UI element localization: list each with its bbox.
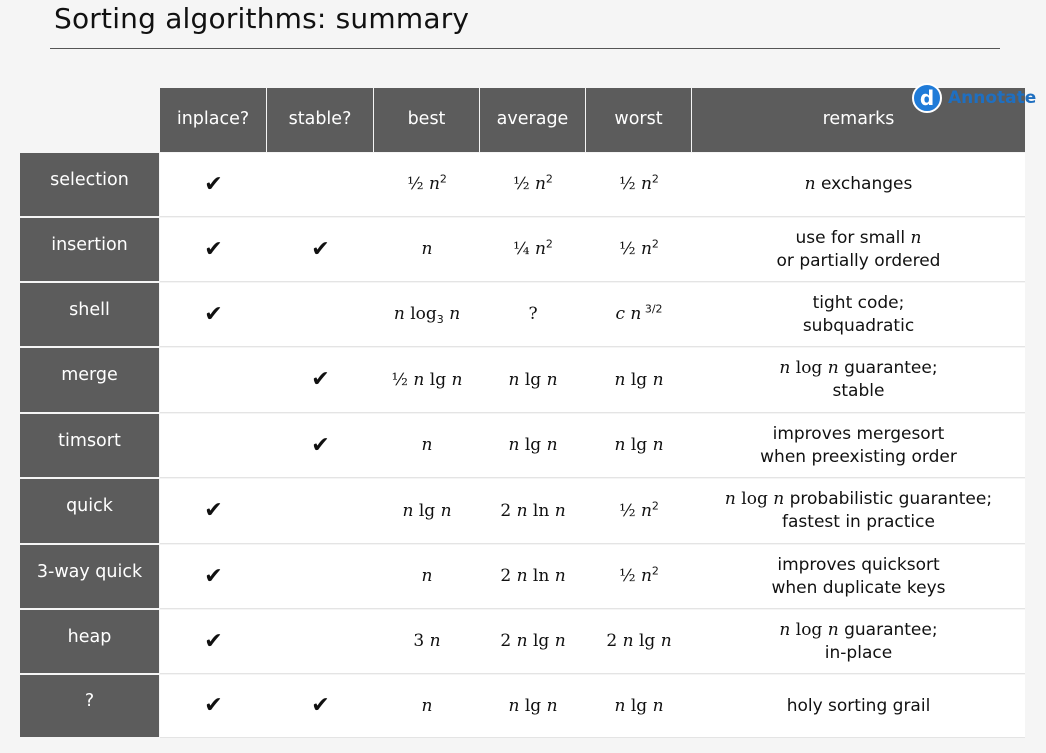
row-header	[20, 479, 159, 543]
remarks-text: use for small n or partially ordered	[776, 227, 941, 271]
worst-value: 2 n lg n	[606, 631, 672, 652]
stable-cell	[267, 545, 374, 609]
remarks-text: n exchanges	[804, 174, 913, 195]
best-cell	[374, 218, 480, 282]
checkmark-icon: ✔	[311, 693, 330, 719]
column-header-label: average	[496, 109, 569, 130]
row-header-label: quick	[66, 496, 113, 517]
worst-value: c n $^{3/2}$	[615, 302, 663, 325]
best-value: n $\log_3 n$	[393, 304, 461, 327]
average-value: 2 n ln n	[500, 566, 566, 587]
stable-cell	[267, 153, 374, 217]
worst-value: ½ $n^2$	[619, 172, 659, 195]
column-header-label: worst	[614, 109, 663, 130]
annotate-icon: d	[912, 83, 942, 113]
column-header-label: best	[407, 109, 446, 130]
row-header-label: selection	[50, 169, 129, 190]
column-header	[480, 88, 585, 152]
average-cell	[480, 153, 586, 217]
worst-cell	[586, 218, 692, 282]
best-cell	[374, 153, 480, 217]
stable-cell	[267, 479, 374, 544]
remarks-cell	[692, 348, 1025, 413]
remarks-text: n log n guarantee; stable	[779, 358, 938, 401]
average-cell	[480, 414, 586, 478]
row-header	[20, 283, 159, 346]
worst-value: ½ $n^2$	[619, 499, 659, 521]
best-value: ½ $n^2$	[407, 172, 447, 195]
worst-cell	[586, 479, 692, 544]
checkmark-icon: ✔	[204, 498, 223, 524]
average-cell	[480, 610, 586, 674]
remarks-text: n log n probabilistic guarantee; fastest in practice	[724, 489, 993, 532]
best-value: n	[421, 566, 433, 587]
average-value: 2 n lg n	[500, 631, 566, 652]
column-header	[586, 88, 691, 152]
average-value: ¼ $n^2$	[513, 237, 553, 260]
inplace-cell	[160, 610, 267, 674]
average-cell	[480, 348, 586, 413]
worst-cell	[586, 283, 692, 347]
best-value: 3 n	[413, 631, 441, 652]
average-value: n lg n	[508, 695, 558, 716]
worst-value: n lg n	[614, 695, 664, 716]
inplace-cell	[160, 414, 267, 478]
checkmark-icon: ✔	[311, 367, 330, 393]
stable-cell	[267, 348, 374, 413]
average-value: n lg n	[508, 369, 558, 390]
remarks-text: improves quicksort when duplicate keys	[771, 554, 946, 598]
best-cell	[374, 283, 480, 347]
inplace-cell	[160, 545, 267, 609]
row-header	[20, 414, 159, 477]
row-header-label: shell	[69, 299, 110, 320]
best-cell	[374, 610, 480, 674]
inplace-cell	[160, 218, 267, 282]
worst-value: ½ $n^2$	[619, 237, 659, 260]
worst-cell	[586, 348, 692, 413]
remarks-text: tight code; subquadratic	[802, 292, 915, 336]
remarks-cell	[692, 414, 1025, 478]
stable-cell	[267, 610, 374, 674]
inplace-cell	[160, 283, 267, 347]
worst-value: n lg n	[614, 369, 664, 390]
page-title: Sorting algorithms: summary	[54, 2, 470, 35]
inplace-cell	[160, 675, 267, 738]
row-header-label: ?	[84, 691, 95, 712]
average-value: n lg n	[508, 435, 558, 456]
worst-cell	[586, 610, 692, 674]
row-header	[20, 545, 159, 608]
average-cell	[480, 545, 586, 609]
worst-cell	[586, 153, 692, 217]
checkmark-icon: ✔	[311, 236, 330, 262]
best-cell	[374, 675, 480, 738]
best-cell	[374, 545, 480, 609]
checkmark-icon: ✔	[204, 236, 223, 262]
checkmark-icon: ✔	[204, 693, 223, 719]
remarks-cell	[692, 479, 1025, 544]
best-value: n lg n	[402, 500, 452, 521]
row-header	[20, 610, 159, 673]
row-header	[20, 218, 159, 281]
best-value: n	[421, 239, 433, 260]
column-header-label: remarks	[822, 109, 895, 130]
row-header-label: timsort	[58, 430, 121, 451]
stable-cell	[267, 675, 374, 738]
remarks-cell	[692, 545, 1025, 609]
checkmark-icon: ✔	[204, 628, 223, 654]
best-value: ½ n lg n	[391, 369, 463, 390]
row-header	[20, 675, 159, 737]
checkmark-icon: ✔	[311, 432, 330, 458]
remarks-cell	[692, 675, 1025, 738]
column-header-label: stable?	[288, 109, 352, 130]
checkmark-icon: ✔	[204, 171, 223, 197]
average-cell	[480, 479, 586, 544]
worst-value: n lg n	[614, 435, 664, 456]
worst-cell	[586, 675, 692, 738]
average-value: ?	[528, 304, 538, 325]
inplace-cell	[160, 479, 267, 544]
best-cell	[374, 348, 480, 413]
remarks-text: improves mergesort when preexisting order	[760, 423, 957, 467]
checkmark-icon: ✔	[204, 563, 223, 589]
row-header-label: 3-way quick	[36, 561, 143, 582]
average-cell	[480, 283, 586, 347]
column-header	[374, 88, 479, 152]
remarks-cell	[692, 283, 1025, 347]
annotate-button[interactable]	[912, 83, 1036, 113]
title-divider	[50, 48, 1000, 49]
inplace-cell	[160, 348, 267, 413]
stable-cell	[267, 283, 374, 347]
checkmark-icon: ✔	[204, 301, 223, 327]
remarks-text: n log n guarantee; in-place	[779, 619, 938, 663]
average-cell	[480, 218, 586, 282]
row-header	[20, 153, 159, 216]
worst-cell	[586, 545, 692, 609]
remarks-text: holy sorting grail	[786, 695, 931, 716]
row-header	[20, 348, 159, 412]
best-value: n	[421, 435, 433, 456]
row-header-label: heap	[67, 626, 112, 647]
stable-cell	[267, 218, 374, 282]
annotate-label: Annotate	[948, 88, 1037, 108]
inplace-cell	[160, 153, 267, 217]
best-value: n	[421, 695, 433, 716]
column-header	[267, 88, 373, 152]
remarks-cell	[692, 153, 1025, 217]
remarks-cell	[692, 610, 1025, 674]
worst-cell	[586, 414, 692, 478]
row-header-label: insertion	[51, 234, 128, 255]
best-cell	[374, 414, 480, 478]
worst-value: ½ $n^2$	[619, 564, 659, 587]
best-cell	[374, 479, 480, 544]
average-value: ½ $n^2$	[513, 172, 553, 195]
average-value: 2 n ln n	[500, 500, 566, 521]
stable-cell	[267, 414, 374, 478]
column-header-label: inplace?	[176, 109, 250, 130]
average-cell	[480, 675, 586, 738]
remarks-cell	[692, 218, 1025, 282]
row-header-label: merge	[61, 365, 118, 386]
column-header	[160, 88, 266, 152]
